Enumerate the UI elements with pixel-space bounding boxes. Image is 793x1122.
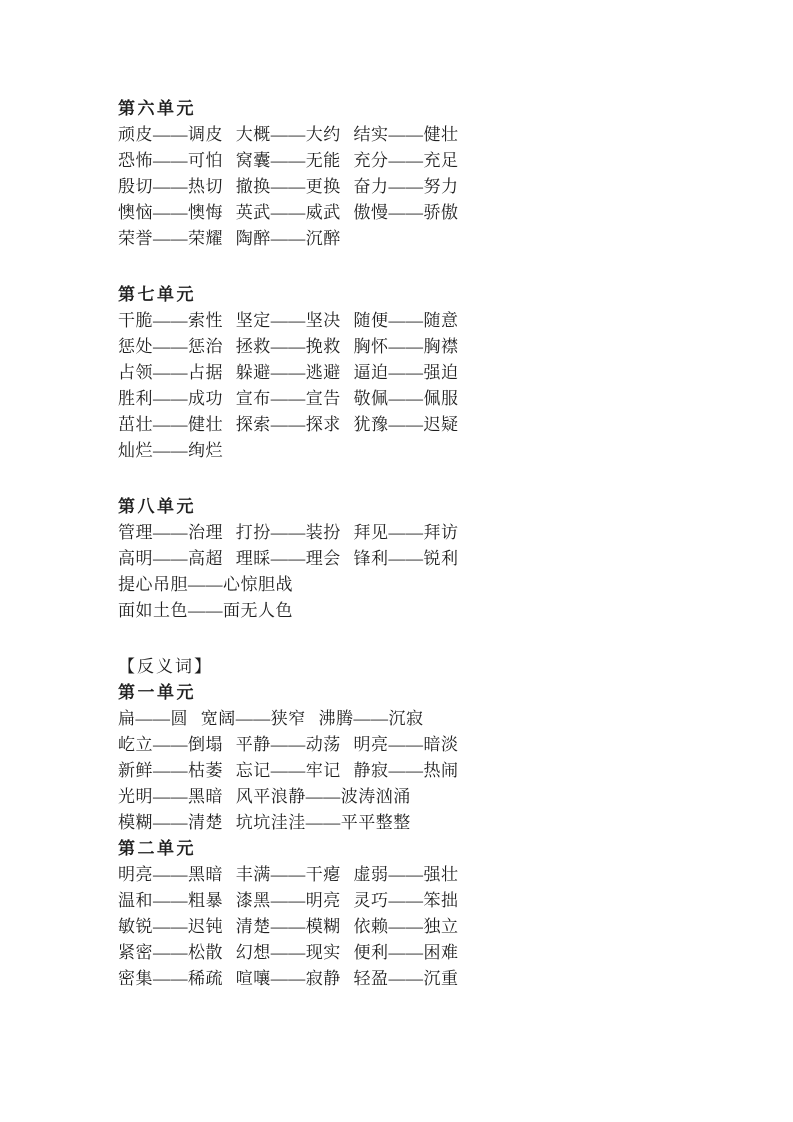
word-pairs-line: 面如土色——面无人色	[118, 601, 293, 620]
word-pairs-line: 管理——治理 打扮——装扮 拜见——拜访	[118, 523, 459, 542]
word-pairs-line: 明亮——黑暗 丰满——干瘪 虚弱——强壮	[118, 865, 459, 884]
unit-section-title: 第六单元	[118, 99, 196, 118]
word-pairs-line: 温和——粗暴 漆黑——明亮 灵巧——笨拙	[118, 891, 459, 910]
unit-section-title: 第八单元	[118, 497, 196, 516]
word-pairs-line: 提心吊胆——心惊胆战	[118, 575, 293, 594]
word-pairs-line: 惩处——惩治 拯救——挽救 胸怀——胸襟	[118, 337, 459, 356]
word-pairs-line: 敏锐——迟钝 清楚——模糊 依赖——独立	[118, 917, 459, 936]
word-pairs-line: 高明——高超 理睬——理会 锋利——锐利	[118, 549, 459, 568]
word-pairs-line: 胜利——成功 宣布——宣告 敬佩——佩服	[118, 389, 459, 408]
word-pairs-line: 光明——黑暗 风平浪静——波涛汹涌	[118, 787, 411, 806]
word-pairs-line: 新鲜——枯萎 忘记——牢记 静寂——热闹	[118, 761, 459, 780]
word-pairs-line: 顽皮——调皮 大概——大约 结实——健壮	[118, 125, 459, 144]
word-pairs-line: 紧密——松散 幻想——现实 便利——困难	[118, 943, 459, 962]
word-pairs-line: 模糊——清楚 坑坑洼洼——平平整整	[118, 813, 411, 832]
word-pairs-line: 懊恼——懊悔 英武——威武 傲慢——骄傲	[118, 203, 459, 222]
antonym-group-label: 【反义词】	[118, 657, 213, 676]
unit-section-title: 第一单元	[118, 683, 196, 702]
unit-section-title: 第二单元	[118, 839, 196, 858]
word-pairs-line: 扁——圆 宽阔——狭窄 沸腾——沉寂	[118, 709, 424, 728]
word-pairs-line: 恐怖——可怕 窝囊——无能 充分——充足	[118, 151, 459, 170]
word-pairs-line: 茁壮——健壮 探索——探求 犹豫——迟疑	[118, 415, 459, 434]
word-pairs-line: 屹立——倒塌 平静——动荡 明亮——暗淡	[118, 735, 459, 754]
word-pairs-line: 灿烂——绚烂	[118, 441, 223, 460]
document-content	[118, 96, 675, 992]
word-pairs-line: 荣誉——荣耀 陶醉——沉醉	[118, 229, 341, 248]
word-pairs-line: 密集——稀疏 喧嚷——寂静 轻盈——沉重	[118, 969, 459, 988]
word-pairs-line: 殷切——热切 撤换——更换 奋力——努力	[118, 177, 459, 196]
unit-section-title: 第七单元	[118, 285, 196, 304]
word-pairs-line: 占领——占据 躲避——逃避 逼迫——强迫	[118, 363, 459, 382]
word-pairs-line: 干脆——索性 坚定——坚决 随便——随意	[118, 311, 459, 330]
